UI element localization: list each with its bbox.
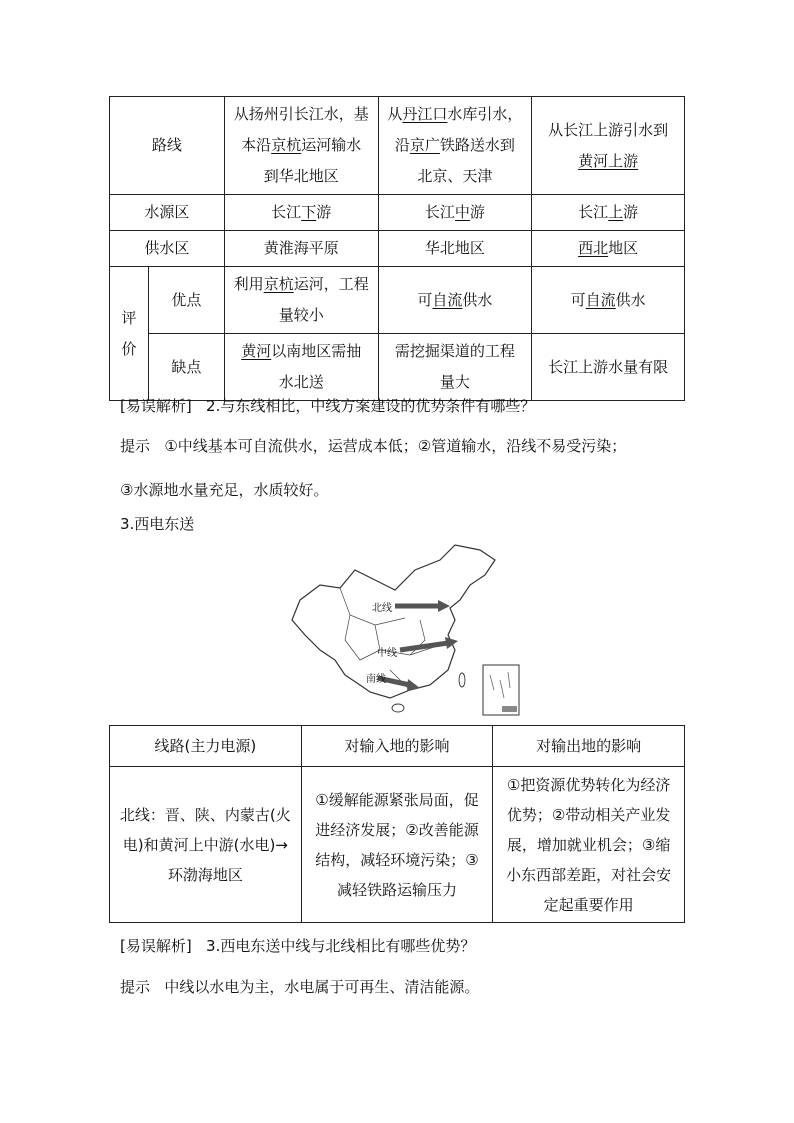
- q3-question-line: [120, 935, 475, 956]
- q2-answer-line1: [120, 435, 626, 456]
- hainan-island: [392, 704, 404, 712]
- route-row: [110, 97, 685, 195]
- line-text-3: 环渤海地区: [167, 865, 243, 884]
- source-middle: 长江中游: [378, 195, 532, 231]
- pros-east-line1: 利用京杭运河，工程: [233, 275, 369, 293]
- route-middle-line2: 沿京广铁路送水到: [394, 136, 515, 154]
- output-text-4: 小东西部差距，对社会安: [506, 865, 672, 884]
- input-text-2: 进经济发展；②改善能源: [315, 820, 479, 839]
- power-north-row: [110, 767, 685, 923]
- eval-label: [110, 267, 149, 401]
- output-text-5: 定起重要作用: [543, 895, 634, 914]
- north-arrow-head: [438, 600, 450, 612]
- q3-hint-label: 提示: [120, 978, 151, 996]
- eval-label-1: 评: [121, 308, 137, 327]
- north-line-cell: [110, 767, 302, 923]
- output-text-3: 展，增加就业机会；③缩: [506, 835, 671, 854]
- cons-label: 缺点: [148, 334, 224, 401]
- supply-east: 黄淮海平原: [224, 231, 378, 267]
- input-text-3: 结构，减轻环境污染；③: [315, 850, 479, 869]
- pros-west: 可自流供水: [532, 267, 685, 334]
- source-west: 长江上游: [532, 195, 685, 231]
- middle-line-arrow: [400, 643, 448, 650]
- cons-row: [110, 334, 685, 401]
- cons-middle-line2: 量大: [439, 373, 470, 391]
- water-diversion-table: [109, 96, 685, 401]
- header-input: 对输入地的影响: [301, 726, 493, 767]
- source-east: 长江下游: [224, 195, 378, 231]
- south-arrow-head: [407, 679, 420, 691]
- cons-east-line2: 水北送: [278, 373, 324, 391]
- taiwan-island: [459, 673, 465, 687]
- q3-tag: [易误解析]: [120, 937, 192, 955]
- route-east-line3: 到华北地区: [263, 167, 339, 185]
- q3-answer-line: [120, 976, 479, 997]
- route-middle-line3: 北京、天津: [417, 167, 493, 185]
- supply-middle: 华北地区: [378, 231, 532, 267]
- inset-scale-bar: [502, 706, 517, 712]
- map-label-south: 南线: [366, 674, 386, 685]
- power-transmission-table: [109, 725, 685, 923]
- map-label-north: 北线: [372, 603, 392, 614]
- route-middle-line1: 从丹江口水库引水，: [387, 105, 523, 123]
- q2-tag: [易误解析]: [120, 397, 192, 415]
- q3-answer: 中线以水电为主，水电属于可再生、清洁能源。: [164, 978, 480, 996]
- output-effect-cell: [493, 767, 685, 923]
- province-line: [345, 615, 380, 660]
- supply-west: 西北地区: [532, 231, 685, 267]
- supply-row: [110, 231, 685, 267]
- input-text-1: ①缓解能源紧张局面，促: [315, 790, 479, 809]
- eval-label-2: 价: [121, 339, 137, 358]
- q2-hint-label: 提示: [120, 437, 151, 455]
- source-label: 水源区: [110, 195, 225, 231]
- line-text-1: 北线：晋、陕、内蒙古(火: [119, 805, 291, 824]
- route-middle: [378, 97, 532, 195]
- cons-west: 长江上游水量有限: [532, 334, 685, 401]
- power-header-row: [110, 726, 685, 767]
- cons-east: [224, 334, 378, 401]
- output-text-1: ①把资源优势转化为经济: [506, 775, 671, 794]
- q2-answer1: ①中线基本可自流供水，运营成本低；②管道输水，沿线不易受污染；: [164, 437, 627, 455]
- header-line: 线路(主力电源): [110, 726, 302, 767]
- route-west-line1: 从长江上游引水到: [548, 120, 669, 139]
- route-label: 路线: [110, 97, 225, 195]
- source-row: [110, 195, 685, 231]
- route-west-line2: 黄河上游: [578, 151, 639, 170]
- route-east-line2: 本沿京杭运河输水: [241, 136, 362, 154]
- cons-middle: [378, 334, 532, 401]
- pros-east: [224, 267, 378, 334]
- pros-label: 优点: [148, 267, 224, 334]
- pros-row: [110, 267, 685, 334]
- china-power-map: [280, 540, 530, 720]
- q2-question: 2.与东线相比，中线方案建设的优势条件有哪些？: [206, 397, 536, 415]
- output-text-2: 优势；②带动相关产业发: [506, 805, 671, 824]
- pros-east-line2: 量较小: [278, 306, 324, 324]
- input-effect-cell: [301, 767, 493, 923]
- cons-middle-line1: 需挖掘渠道的工程: [394, 342, 515, 360]
- supply-label: 供水区: [110, 231, 225, 267]
- q2-question-line: [120, 395, 535, 416]
- map-label-middle: 中线: [377, 648, 397, 659]
- q3-question: 3.西电东送中线与北线相比有哪些优势？: [206, 937, 476, 955]
- input-text-4: 减轻铁路运输压力: [336, 880, 457, 899]
- cons-east-line1: 黄河以南地区需抽: [241, 342, 362, 360]
- route-west: [532, 97, 685, 195]
- q2-answer-line2: ③水源地水量充足，水质较好。: [120, 481, 329, 499]
- line-text-2: 电)和黄河上中游(水电)→: [122, 835, 288, 854]
- pros-middle: 可自流供水: [378, 267, 532, 334]
- header-output: 对输出地的影响: [493, 726, 685, 767]
- route-east: [224, 97, 378, 195]
- middle-arrow-head: [445, 637, 458, 649]
- section3-title: 3.西电东送: [120, 515, 195, 533]
- route-east-line1: 从扬州引长江水，基: [233, 105, 369, 123]
